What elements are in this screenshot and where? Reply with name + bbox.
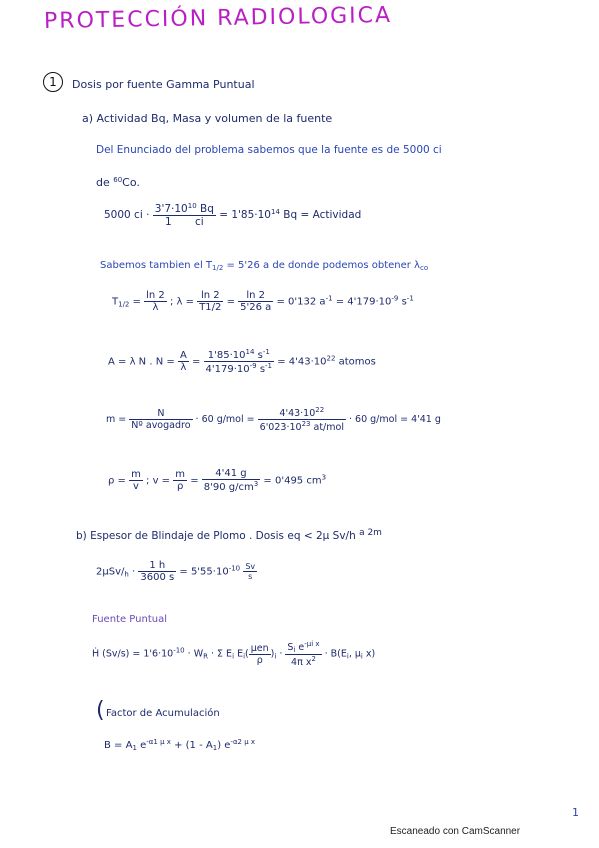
halflife-sub: 1/2 [212, 264, 224, 272]
intro-prefix: de [96, 176, 110, 189]
formula-f-num-exp: -μi x [304, 640, 320, 648]
atoms-f2-num-unit: s [257, 350, 263, 361]
formula-energy: E [237, 648, 244, 660]
lambda-frac-3 [238, 290, 273, 313]
buildup-label: Factor de Acumulación [106, 708, 220, 719]
formula-mass-energy-frac [249, 643, 271, 666]
activity-num-unit: Bq [200, 203, 214, 215]
lambda-result-2-unit: s [401, 296, 407, 308]
buildup-sub-2: 1 [212, 744, 218, 752]
buildup-e1: e [140, 740, 147, 751]
dose-unit-num: Sv [245, 562, 256, 571]
halflife-label: Sabemos tambien el T [100, 260, 213, 271]
formula-tail-end-sub: i [360, 652, 363, 661]
activity-den-unit: ci [195, 216, 204, 228]
atoms-result: = 4'43·10 [277, 356, 327, 368]
atoms-result-exp: 22 [326, 354, 336, 363]
part-b-heading-text: b) Espesor de Blindaje de Plomo . Dosis eq < 2μ Sv/h [76, 530, 356, 542]
rho-frac-2 [173, 469, 187, 492]
formula-lhs: Ḣ (Sv/s) = 1'6·10 [92, 648, 174, 660]
formula-lhs-exp: -10 [173, 646, 185, 655]
dose-result: = 5'55·10 [179, 566, 229, 578]
dose-equation [96, 560, 257, 583]
lambda-f1-den: λ [152, 302, 159, 313]
formula-f-num-tail: e [298, 642, 305, 653]
lambda-frac-2 [197, 290, 223, 313]
atoms-f1-num: A [179, 350, 187, 361]
mass-mid-2: · 60 g/mol [349, 414, 398, 425]
lambda-f2-den: T1/2 [199, 302, 222, 313]
buildup-exp-1: -α1 μ x [146, 738, 171, 746]
rho-f2-den: ρ [176, 481, 184, 492]
activity-num-exp: 10 [187, 202, 197, 210]
atoms-f2-den-unit: s [259, 364, 266, 375]
dose-rate-formula: Ḣ $(Sv/s) = 1'6\cdot 10^{-10} \cdot W_R \cdot \Sigma$ $E_i$ $E_i$( $\frac{\text{μen}}{\rho}$ )$_i$ · $\frac{S_i e^{-\mu i x}}{4\pi x^2}$ · $B(E_i$, $\mu_i$ x) [92, 640, 376, 668]
activity-fraction [153, 202, 216, 228]
activity-equation [104, 202, 361, 228]
formula-sum: · Σ E [211, 648, 233, 660]
atoms-mid: N = [155, 356, 175, 368]
atoms-f2-num: 1'85·10 [207, 350, 246, 361]
buildup-exp-2: -α2 μ x [230, 738, 256, 746]
lambda-frac-1 [144, 290, 167, 313]
halflife-tail-sub: co [419, 264, 429, 272]
mass-lhs: m = [106, 414, 127, 425]
page-number: 1 [572, 806, 579, 819]
lambda-f3-num: ln 2 [238, 290, 273, 302]
dose-lhs-sub: h [124, 570, 129, 579]
part-b-heading-tail: a 2m [359, 528, 382, 538]
lambda-f2-num: ln 2 [197, 290, 223, 302]
dose-f-num: 1 h [138, 560, 176, 572]
problem-number: 1 [43, 72, 63, 92]
activity-result-tail: Bq = Actividad [283, 209, 362, 221]
formula-mid: · W [187, 648, 204, 660]
source-label: Fuente Puntual [92, 614, 167, 625]
activity-result-exp: 14 [270, 208, 280, 216]
halflife-text [100, 260, 428, 272]
dose-mid: · [131, 566, 136, 578]
dose-lhs: 2μSv/ [96, 566, 125, 578]
mass-f2-den-unit: at/mol [313, 422, 344, 433]
formula-energy-sub: i [243, 652, 246, 661]
activity-num: 3'7·10 [154, 203, 188, 215]
buildup-formula [104, 738, 255, 752]
rho-f3-num: 4'41 g [202, 468, 260, 480]
formula-paren-den: ρ [256, 654, 263, 666]
mass-mid: · 60 g/mol = [195, 414, 255, 425]
mass-f2-den: 6'023·10 [259, 422, 302, 433]
atoms-f1-den: λ [180, 362, 187, 373]
formula-paren-num: μen [250, 642, 269, 654]
dose-unit-den: s [248, 572, 253, 581]
lambda-result-2-unit-exp: -1 [406, 294, 414, 303]
atoms-result-unit: atomos [338, 356, 376, 368]
mass-frac-2 [258, 406, 346, 433]
lambda-result-1-exp: -1 [325, 294, 333, 303]
isotope-symbol: Co. [122, 176, 140, 189]
atoms-frac-1 [178, 350, 189, 373]
formula-mid-sub: R [203, 652, 208, 661]
atoms-f2-den: 4'179·10 [205, 364, 250, 375]
atoms-f2-den-unit-exp: -1 [265, 362, 273, 370]
lambda-mid: ; λ = [169, 296, 195, 308]
rho-f3-den: 8'90 g/cm [203, 482, 254, 493]
problem-heading: Dosis por fuente Gamma Puntual [72, 78, 255, 91]
lambda-result-2-exp: -9 [391, 294, 399, 303]
formula-f-den: 4π x [291, 657, 312, 668]
lambda-f3-den: 5'26 a [240, 302, 272, 313]
mass-f1-num: N [129, 408, 192, 420]
rho-lhs: ρ = [108, 475, 126, 487]
isotope-mass: 60 [113, 176, 123, 184]
dose-frac [138, 560, 176, 583]
mass-f1-den: Nº avogadro [131, 420, 191, 431]
formula-f-num: S [287, 642, 294, 653]
rho-f1-den: v [133, 481, 139, 492]
buildup-close: ) e [217, 740, 231, 751]
rho-f1-num: m [131, 469, 141, 480]
rho-frac-1 [129, 469, 143, 492]
part-a-heading: a) Actividad Bq, Masa y volumen de la fuente [82, 112, 333, 125]
formula-f-den-exp: 2 [311, 655, 316, 663]
rho-eq: = [190, 475, 199, 487]
atoms-f2-num-unit-exp: -1 [262, 348, 270, 356]
intro-text: Del Enunciado del problema sabemos que la fuente es de 5000 ci [96, 144, 442, 156]
volume-result-exp: 3 [321, 473, 327, 482]
part-b-heading [76, 528, 382, 542]
activity-result: = 1'85·10 [219, 209, 271, 221]
rho-mid: ; v = [146, 475, 171, 487]
mass-f2-num: 4'43·10 [279, 408, 316, 419]
buildup-bullet-icon: ( [96, 698, 105, 723]
buildup-lhs: B = A [104, 740, 133, 751]
lambda-lhs-sub: 1/2 [118, 300, 130, 309]
formula-tail-sub: i [346, 652, 349, 661]
mass-f2-num-exp: 22 [315, 406, 325, 414]
lambda-f1-num: ln 2 [146, 290, 165, 301]
activity-den: 1 [164, 216, 172, 228]
formula-sum-sub: i [232, 652, 235, 661]
dose-result-exp: -10 [228, 564, 241, 573]
scanner-footer: Escaneado con CamScanner [390, 826, 521, 837]
formula-tail: · B(E [324, 648, 347, 660]
volume-result: = 0'495 cm [263, 475, 322, 487]
dose-f-den: 3600 s [140, 572, 175, 583]
formula-paren-sub: i [274, 652, 277, 661]
atoms-equation: A = λ N . N = $\frac{A}{\lambda}$ = $\frac{1'85\cdot 10^{14} s^{-1}}{4'179\cdot 10^{-9} s^{-1}}$ = $4'43\cdot 10^{22}$ atomos [108, 348, 376, 375]
dose-unit [243, 562, 257, 581]
formula-tail-close: x) [365, 648, 376, 660]
mass-equation [106, 406, 441, 433]
lambda-result-1: = 0'132 a [276, 296, 326, 308]
atoms-f2-num-exp: 14 [245, 348, 255, 356]
activity-lhs: 5000 ci · [104, 209, 150, 221]
lambda-lhs: T [112, 296, 119, 308]
atoms-frac-2 [204, 348, 274, 375]
rho-frac-3 [202, 468, 260, 493]
formula-source-frac [285, 640, 321, 668]
lambda-equation: $T_{1/2}$ = $\frac{\ln 2}{\lambda}$ ; λ = $\frac{\ln 2}{T1/2}$ = $\frac{\ln 2}{5'26 a}$ = 0'132 $a^{-1} = 4'179\cdot 10^{-9}$ $s^{-1}$ [112, 290, 414, 313]
mass-frac-1 [129, 408, 192, 431]
formula-tail-end: , μ [348, 648, 361, 660]
atoms-lhs: A = λ N . [108, 356, 153, 368]
atoms-f2-den-exp: -9 [249, 362, 257, 370]
halflife-tail: = 5'26 a de donde podemos obtener λ [226, 260, 420, 271]
volume-equation [108, 468, 326, 493]
lambda-result-2: = 4'179·10 [335, 296, 392, 308]
mass-result: = 4'41 g [400, 414, 441, 425]
formula-f-num-sub: i [293, 646, 296, 654]
rho-f2-num: m [175, 469, 185, 480]
page-title: PROTECCIÓN RADIOLOGICA [43, 2, 393, 35]
buildup-plus: + (1 - A [174, 740, 213, 751]
rho-f3-den-exp: 3 [253, 480, 259, 488]
intro-line-2 [96, 176, 140, 189]
buildup-sub-1: 1 [132, 744, 137, 752]
mass-f2-den-exp: 23 [301, 420, 311, 428]
